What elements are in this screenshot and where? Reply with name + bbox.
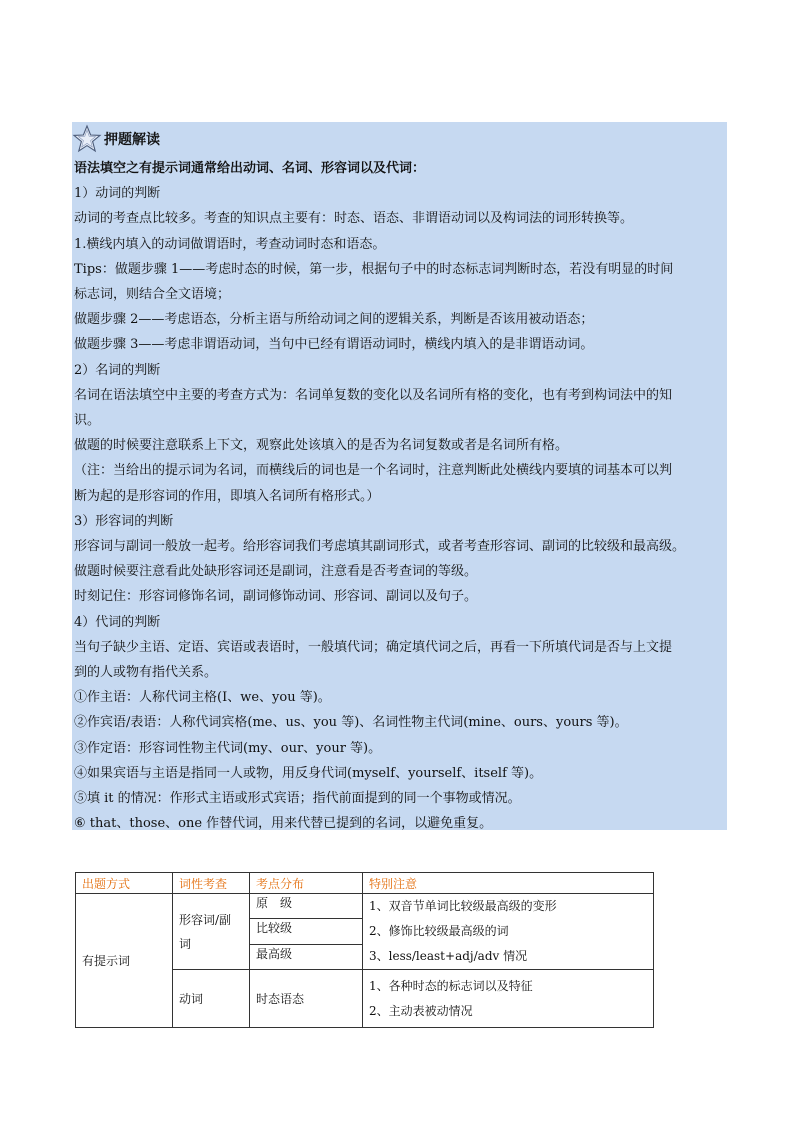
text-line: 识。 [74,413,101,429]
note-line: 3、less/least+adj/adv 情况 [369,949,528,963]
text-line: ⑤填 it 的情况：作形式主语或形式宾语；指代前面提到的同一个事物或情况。 [74,791,521,807]
text-line: 形容词与副词一般放一起考。给形容词我们考虑填其副词形式，或者考查形容词、副词的比较级和最高级。 [74,539,686,555]
point-cell: 最高级 [250,944,363,969]
text-line: 做题时候要注意看此处缺形容词还是副词，注意看是否考查词的等级。 [74,564,478,580]
text-line: ③作定语：形容词性物主代词(my、our、your 等)。 [74,740,382,756]
section-title: 押题解读 [104,132,160,148]
type-cell: 有提示词 [76,894,173,1028]
star-outline-icon [72,124,102,154]
adj-notes-cell [363,894,654,970]
header-cell: 词性考查 [173,873,250,894]
note-line: 2、主动表被动情况 [369,1003,473,1018]
table-row [76,894,654,919]
text-line: 做题步骤 3——考虑非谓语动词，当句中已经有谓语动词时，横线内填入的是非谓语动词。 [74,337,594,353]
text-line: 名词在语法填空中主要的考查方式为：名词单复数的变化以及名词所有格的变化，也有考到构词法中的知 [74,387,673,403]
table-header-row [76,873,654,894]
header-cell: 考点分布 [250,873,363,894]
point-cell: 比较级 [250,919,363,944]
text-line: 时刻记住：形容词修饰名词，副词修饰动词、形容词、副词以及句子。 [74,589,478,605]
point-cell: 时态语态 [250,970,363,1028]
text-line: ②作宾语/表语：人称代词宾格(me、us、you 等)、名词性物主代词(mine、ours、yours 等)。 [74,715,628,731]
text-line: 做题的时候要注意联系上下文，观察此处该填入的是否为名词复数或者是名词所有格。 [74,438,569,454]
point-cell: 原 级 [250,894,363,919]
section-header [72,124,160,154]
note-line: 1、双音节单词比较级最高级的变形 [369,899,557,913]
text-line: 1.横线内填入的动词做谓语时，考查动词时态和语态。 [74,236,386,252]
text-line: 做题步骤 2——考虑语态，分析主语与所给动词之间的逻辑关系，判断是否该用被动语态； [74,312,594,328]
text-line: ⑥ that、those、one 作替代词，用来代替已提到的名词，以避免重复。 [74,816,493,832]
text-line: ①作主语：人称代词主格(I、we、you 等)。 [74,690,331,706]
text-line: 断为起的是形容词的作用，即填入名词所有格形式。） [74,488,380,504]
text-line: 1）动词的判断 [74,186,161,202]
note-line: 2、修饰比较级最高级的词 [369,924,509,938]
text-line: 4）代词的判断 [74,614,161,630]
text-line: ④如果宾语与主语是指同一人或物，用反身代词(myself、yourself、itself 等)。 [74,765,543,781]
text-line: 动词的考查点比较多。考查的知识点主要有：时态、语态、非谓语动词以及构词法的词形转换等。 [74,211,634,227]
text-line: Tips：做题步骤 1——考虑时态的时候，第一步，根据句子中的时态标志词判断时态，若没有明显的时间 [74,261,674,277]
text-line: 到的人或物有指代关系。 [74,665,218,681]
verb-label-cell: 动词 [173,970,250,1028]
summary-table [75,872,654,1028]
text-line: （注：当给出的提示词为名词，而横线后的词也是一个名词时，注意判断此处横线内要填的词基本可以判 [74,463,673,479]
note-line: 1、各种时态的标志词以及特征 [369,978,533,993]
text-line: 语法填空之有提示词通常给出动词、名词、形容词以及代词： [74,161,426,176]
text-line: 3）形容词的判断 [74,513,174,529]
header-cell: 特别注意 [363,873,654,894]
verb-notes-cell [363,970,654,1028]
section-body [74,156,724,836]
text-line: 当句子缺少主语、定语、宾语或表语时，一般填代词；确定填代词之后，再看一下所填代词是否与上文提 [74,639,673,655]
text-line: 标志词，则结合全文语境； [74,287,231,303]
header-cell: 出题方式 [76,873,173,894]
text-line: 2）名词的判断 [74,362,161,378]
adj-label-cell: 形容词/副词 [173,894,250,970]
